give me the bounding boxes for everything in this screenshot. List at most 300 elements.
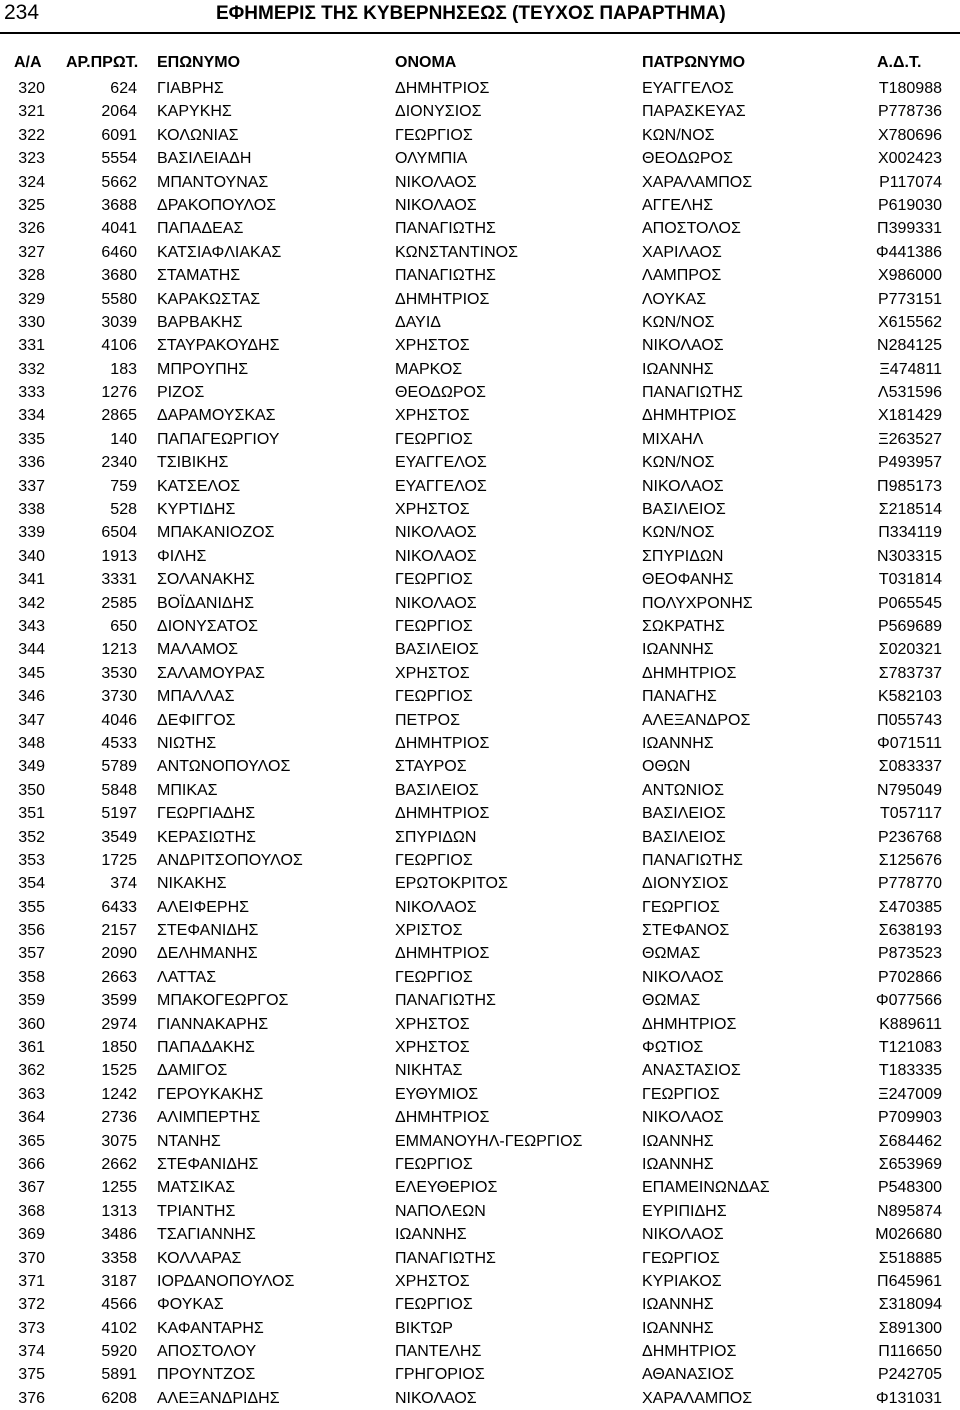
cell-adt: Φ441386 — [875, 243, 942, 261]
cell-onoma: ΓΕΩΡΓΙΟΣ — [395, 126, 473, 144]
cell-adt: Ρ493957 — [877, 454, 942, 472]
table-row — [0, 475, 960, 498]
col-header-adt: Α.Δ.Τ. — [877, 54, 922, 71]
cell-eponymo: ΜΑΤΣΙΚΑΣ — [157, 1179, 236, 1197]
cell-onoma: ΓΕΩΡΓΙΟΣ — [395, 1155, 473, 1173]
cell-onoma: ΝΑΠΟΛΕΩΝ — [395, 1202, 486, 1220]
cell-adt: Ν895874 — [877, 1202, 942, 1220]
cell-adt: Ρ873523 — [877, 945, 942, 963]
cell-aa: 363 — [18, 1085, 45, 1103]
cell-aa: 328 — [18, 267, 45, 285]
table-row — [0, 662, 960, 685]
cell-onoma: ΧΡΙΣΤΟΣ — [395, 922, 463, 940]
cell-aa: 347 — [18, 711, 45, 729]
cell-eponymo: ΚΟΛΛΑΡΑΣ — [157, 1249, 242, 1267]
cell-aa: 346 — [18, 688, 45, 706]
cell-patronymo: ΣΤΕΦΑΝΟΣ — [642, 922, 730, 940]
cell-aa: 324 — [18, 173, 45, 191]
cell-adt: Σ318094 — [878, 1296, 942, 1314]
cell-patronymo: ΑΛΕΞΑΝΔΡΟΣ — [642, 711, 751, 729]
cell-ar-prot: 1276 — [101, 384, 137, 402]
col-header-onoma: ΟΝΟΜΑ — [395, 54, 457, 71]
cell-patronymo: ΝΙΚΟΛΑΟΣ — [642, 1109, 724, 1127]
cell-eponymo: ΔΕΦΙΓΓΟΣ — [157, 711, 236, 729]
table-row — [0, 989, 960, 1012]
cell-eponymo: ΑΝΤΩΝΟΠΟΥΛΟΣ — [157, 758, 291, 776]
table-row — [0, 1083, 960, 1106]
cell-ar-prot: 5197 — [101, 805, 137, 823]
cell-aa: 330 — [18, 313, 45, 331]
cell-aa: 331 — [18, 337, 45, 355]
cell-adt: Ρ236768 — [877, 828, 942, 846]
cell-onoma: ΧΡΗΣΤΟΣ — [395, 1039, 470, 1057]
cell-patronymo: ΘΩΜΑΣ — [642, 992, 701, 1010]
cell-adt: Ρ778736 — [877, 103, 942, 121]
cell-adt: Ξ263527 — [878, 430, 942, 448]
cell-ar-prot: 2064 — [101, 103, 137, 121]
cell-eponymo: ΣΤΑΥΡΑΚΟΥΔΗΣ — [157, 337, 280, 355]
table-row — [0, 147, 960, 170]
cell-eponymo: ΔΙΟΝΥΣΑΤΟΣ — [157, 617, 258, 635]
cell-aa: 336 — [18, 454, 45, 472]
cell-onoma: ΧΡΗΣΤΟΣ — [395, 1272, 470, 1290]
cell-ar-prot: 759 — [110, 477, 137, 495]
table-row — [0, 942, 960, 965]
table-row — [0, 1059, 960, 1082]
cell-onoma: ΔΗΜΗΤΡΙΟΣ — [395, 734, 490, 752]
cell-eponymo: ΓΕΩΡΓΙΑΔΗΣ — [157, 805, 256, 823]
cell-patronymo: ΛΑΜΠΡΟΣ — [642, 267, 722, 285]
cell-adt: Κ889611 — [879, 1015, 942, 1033]
cell-aa: 344 — [18, 641, 45, 659]
cell-patronymo: ΚΩΝ/ΝΟΣ — [642, 454, 715, 472]
cell-adt: Σ518885 — [878, 1249, 942, 1267]
cell-patronymo: ΑΘΑΝΑΣΙΟΣ — [642, 1366, 735, 1384]
header-rule — [0, 32, 960, 34]
cell-patronymo: ΚΩΝ/ΝΟΣ — [642, 524, 715, 542]
cell-adt: Χ780696 — [877, 126, 942, 144]
table-row — [0, 171, 960, 194]
cell-aa: 358 — [18, 968, 45, 986]
cell-eponymo: ΣΤΕΦΑΝΙΔΗΣ — [157, 922, 259, 940]
cell-onoma: ΓΕΩΡΓΙΟΣ — [395, 968, 473, 986]
cell-patronymo: ΚΥΡΙΑΚΟΣ — [642, 1272, 722, 1290]
cell-aa: 366 — [18, 1155, 45, 1173]
cell-patronymo: ΙΩΑΝΝΗΣ — [642, 734, 714, 752]
cell-adt: Π116650 — [878, 1343, 942, 1361]
cell-patronymo: ΑΝΑΣΤΑΣΙΟΣ — [642, 1062, 741, 1080]
cell-ar-prot: 624 — [110, 80, 137, 97]
cell-eponymo: ΙΟΡΔΑΝΟΠΟΥΛΟΣ — [157, 1272, 295, 1290]
cell-eponymo: ΚΑΡΑΚΩΣΤΑΣ — [157, 290, 261, 308]
cell-ar-prot: 2662 — [101, 1155, 137, 1173]
cell-aa: 368 — [18, 1202, 45, 1220]
table-row — [0, 334, 960, 357]
cell-ar-prot: 2865 — [101, 407, 137, 425]
cell-eponymo: ΦΙΛΗΣ — [157, 547, 207, 565]
cell-ar-prot: 4106 — [101, 337, 137, 355]
cell-eponymo: ΓΕΡΟΥΚΑΚΗΣ — [157, 1085, 264, 1103]
cell-ar-prot: 4102 — [101, 1319, 137, 1337]
cell-patronymo: ΘΕΟΔΩΡΟΣ — [642, 150, 733, 168]
table-row — [0, 896, 960, 919]
table-row — [0, 1176, 960, 1199]
table-row — [0, 919, 960, 942]
cell-aa: 333 — [18, 384, 45, 402]
cell-adt: Σ653969 — [878, 1155, 942, 1173]
cell-adt: Ξ247009 — [878, 1085, 942, 1103]
cell-ar-prot: 5554 — [101, 150, 137, 168]
cell-patronymo: ΧΑΡΑΛΑΜΠΟΣ — [642, 1389, 753, 1407]
cell-aa: 360 — [18, 1015, 45, 1033]
page-header — [0, 0, 960, 34]
cell-patronymo: ΙΩΑΝΝΗΣ — [642, 1296, 714, 1314]
cell-eponymo: ΓΙΑΝΝΑΚΑΡΗΣ — [157, 1015, 269, 1033]
cell-adt: Ν284125 — [877, 337, 942, 355]
cell-adt: Σ470385 — [878, 898, 942, 916]
cell-adt: Ρ569689 — [877, 617, 942, 635]
cell-ar-prot: 3187 — [101, 1272, 137, 1290]
cell-ar-prot: 2340 — [101, 454, 137, 472]
cell-onoma: ΕΜΜΑΝΟΥΗΛ-ΓΕΩΡΓΙΟΣ — [395, 1132, 583, 1150]
cell-patronymo: ΠΑΝΑΓΗΣ — [642, 688, 717, 706]
cell-onoma: ΔΙΟΝΥΣΙΟΣ — [395, 103, 482, 121]
table-row — [0, 755, 960, 778]
cell-aa: 341 — [18, 571, 45, 589]
cell-adt: Ξ474811 — [879, 360, 942, 378]
cell-patronymo: ΕΥΑΓΓΕΛΟΣ — [642, 80, 734, 97]
cell-aa: 325 — [18, 196, 45, 214]
cell-aa: 339 — [18, 524, 45, 542]
cell-ar-prot: 1525 — [101, 1062, 137, 1080]
cell-eponymo: ΛΑΤΤΑΣ — [157, 968, 217, 986]
cell-eponymo: ΜΠΑΚΑΝΙΟΖΟΣ — [157, 524, 275, 542]
cell-onoma: ΠΑΝΑΓΙΩΤΗΣ — [395, 1249, 496, 1267]
cell-adt: Π645961 — [877, 1272, 942, 1290]
table-row — [0, 732, 960, 755]
cell-ar-prot: 5662 — [101, 173, 137, 191]
table-row — [0, 592, 960, 615]
table-row — [0, 685, 960, 708]
cell-onoma: ΧΡΗΣΤΟΣ — [395, 664, 470, 682]
cell-patronymo: ΓΕΩΡΓΙΟΣ — [642, 1085, 720, 1103]
table-body — [0, 77, 960, 1410]
cell-adt: Φ077566 — [875, 992, 942, 1010]
cell-aa: 326 — [18, 220, 45, 238]
cell-eponymo: ΔΑΜΙΓΟΣ — [157, 1062, 228, 1080]
cell-patronymo: ΝΙΚΟΛΑΟΣ — [642, 968, 724, 986]
cell-eponymo: ΑΠΟΣΤΟΛΟΥ — [157, 1343, 257, 1361]
cell-ar-prot: 374 — [110, 875, 137, 893]
cell-aa: 338 — [18, 501, 45, 519]
cell-onoma: ΟΛΥΜΠΙΑ — [395, 150, 468, 168]
table-row — [0, 802, 960, 825]
cell-eponymo: ΑΛΕΞΑΝΔΡΙΔΗΣ — [157, 1389, 280, 1407]
cell-onoma: ΝΙΚΟΛΑΟΣ — [395, 524, 477, 542]
cell-aa: 348 — [18, 734, 45, 752]
cell-eponymo: ΜΠΑΚΟΓΕΩΡΓΟΣ — [157, 992, 289, 1010]
table-row — [0, 404, 960, 427]
cell-ar-prot: 2090 — [101, 945, 137, 963]
cell-adt: Ρ548300 — [877, 1179, 942, 1197]
cell-patronymo: ΓΕΩΡΓΙΟΣ — [642, 1249, 720, 1267]
cell-aa: 340 — [18, 547, 45, 565]
table-row — [0, 1036, 960, 1059]
table-row — [0, 615, 960, 638]
cell-onoma: ΔΗΜΗΤΡΙΟΣ — [395, 805, 490, 823]
cell-onoma: ΝΙΚΟΛΑΟΣ — [395, 196, 477, 214]
cell-adt: Π399331 — [877, 220, 942, 238]
table-row — [0, 826, 960, 849]
cell-aa: 352 — [18, 828, 45, 846]
cell-ar-prot: 4533 — [101, 734, 137, 752]
cell-ar-prot: 3680 — [101, 267, 137, 285]
cell-aa: 342 — [18, 594, 45, 612]
cell-onoma: ΒΑΣΙΛΕΙΟΣ — [395, 781, 479, 799]
cell-patronymo: ΔΗΜΗΤΡΙΟΣ — [642, 1015, 737, 1033]
cell-onoma: ΕΥΘΥΜΙΟΣ — [395, 1085, 479, 1103]
cell-onoma: ΒΙΚΤΩΡ — [395, 1319, 453, 1337]
cell-adt: Ν303315 — [877, 547, 942, 565]
cell-patronymo: ΝΙΚΟΛΑΟΣ — [642, 337, 724, 355]
cell-onoma: ΝΙΚΟΛΑΟΣ — [395, 1389, 477, 1407]
cell-aa: 335 — [18, 430, 45, 448]
cell-eponymo: ΚΟΛΩΝΙΑΣ — [157, 126, 239, 144]
cell-aa: 357 — [18, 945, 45, 963]
cell-ar-prot: 2663 — [101, 968, 137, 986]
cell-aa: 351 — [18, 805, 45, 823]
cell-eponymo: ΚΕΡΑΣΙΩΤΗΣ — [157, 828, 257, 846]
cell-ar-prot: 1255 — [101, 1179, 137, 1197]
cell-onoma: ΠΑΝΑΓΙΩΤΗΣ — [395, 992, 496, 1010]
table-row — [0, 1293, 960, 1316]
cell-patronymo: ΑΓΓΕΛΗΣ — [642, 196, 714, 214]
cell-ar-prot: 3075 — [101, 1132, 137, 1150]
cell-onoma: ΓΕΩΡΓΙΟΣ — [395, 1296, 473, 1314]
cell-adt: Ρ773151 — [877, 290, 942, 308]
cell-aa: 353 — [18, 851, 45, 869]
cell-patronymo: ΙΩΑΝΝΗΣ — [642, 1132, 714, 1150]
cell-adt: Ρ117074 — [879, 173, 942, 191]
cell-aa: 367 — [18, 1179, 45, 1197]
cell-onoma: ΔΗΜΗΤΡΙΟΣ — [395, 80, 490, 97]
cell-adt: Τ183335 — [878, 1062, 942, 1080]
cell-adt: Φ071511 — [877, 734, 942, 752]
table-row — [0, 545, 960, 568]
cell-patronymo: ΚΩΝ/ΝΟΣ — [642, 313, 715, 331]
cell-eponymo: ΒΑΡΒΑΚΗΣ — [157, 313, 243, 331]
cell-ar-prot: 6433 — [101, 898, 137, 916]
cell-onoma: ΔΑΥΙΔ — [395, 313, 441, 331]
cell-ar-prot: 3039 — [101, 313, 137, 331]
cell-ar-prot: 1850 — [101, 1039, 137, 1057]
table-row — [0, 1317, 960, 1340]
cell-patronymo: ΠΑΝΑΓΙΩΤΗΣ — [642, 384, 743, 402]
cell-onoma: ΝΙΚΗΤΑΣ — [395, 1062, 463, 1080]
cell-aa: 359 — [18, 992, 45, 1010]
table-row — [0, 1247, 960, 1270]
cell-aa: 355 — [18, 898, 45, 916]
cell-eponymo: ΠΑΠΑΔΕΑΣ — [157, 220, 244, 238]
cell-aa: 376 — [18, 1389, 45, 1407]
cell-onoma: ΝΙΚΟΛΑΟΣ — [395, 173, 477, 191]
cell-ar-prot: 2736 — [101, 1109, 137, 1127]
cell-patronymo: ΣΠΥΡΙΔΩΝ — [642, 547, 724, 565]
table-header — [0, 52, 960, 74]
table-row — [0, 1363, 960, 1386]
cell-aa: 371 — [18, 1272, 45, 1290]
cell-eponymo: ΚΑΤΣΙΑΦΛΙΑΚΑΣ — [157, 243, 282, 261]
cell-aa: 361 — [18, 1039, 45, 1057]
cell-onoma: ΣΤΑΥΡΟΣ — [395, 758, 467, 776]
cell-adt: Σ125676 — [878, 851, 942, 869]
cell-onoma: ΧΡΗΣΤΟΣ — [395, 407, 470, 425]
cell-patronymo: ΝΙΚΟΛΑΟΣ — [642, 1226, 724, 1244]
cell-aa: 323 — [18, 150, 45, 168]
cell-adt: Τ057117 — [880, 805, 942, 823]
cell-onoma: ΓΕΩΡΓΙΟΣ — [395, 571, 473, 589]
table-row — [0, 1270, 960, 1293]
cell-onoma: ΠΑΝΑΓΙΩΤΗΣ — [395, 220, 496, 238]
cell-patronymo: ΒΑΣΙΛΕΙΟΣ — [642, 501, 726, 519]
cell-onoma: ΜΑΡΚΟΣ — [395, 360, 463, 378]
cell-patronymo: ΘΩΜΑΣ — [642, 945, 701, 963]
table-row — [0, 1013, 960, 1036]
cell-adt: Π055743 — [877, 711, 942, 729]
cell-patronymo: ΒΑΣΙΛΕΙΟΣ — [642, 805, 726, 823]
cell-ar-prot: 2974 — [101, 1015, 137, 1033]
cell-eponymo: ΦΟΥΚΑΣ — [157, 1296, 224, 1314]
cell-adt: Φ131031 — [875, 1389, 942, 1407]
cell-adt: Χ002423 — [877, 150, 942, 168]
cell-patronymo: ΔΗΜΗΤΡΙΟΣ — [642, 664, 737, 682]
cell-ar-prot: 3331 — [101, 571, 137, 589]
cell-adt: Σ020321 — [878, 641, 942, 659]
cell-aa: 329 — [18, 290, 45, 308]
col-header-aa: Α/Α — [14, 54, 42, 71]
cell-aa: 349 — [18, 758, 45, 776]
cell-aa: 327 — [18, 243, 45, 261]
cell-aa: 374 — [18, 1343, 45, 1361]
cell-onoma: ΧΡΗΣΤΟΣ — [395, 337, 470, 355]
cell-adt: Χ986000 — [877, 267, 942, 285]
cell-eponymo: ΣΟΛΑΝΑΚΗΣ — [157, 571, 255, 589]
table-row — [0, 568, 960, 591]
cell-eponymo: ΜΑΛΑΜΟΣ — [157, 641, 239, 659]
table-row — [0, 77, 960, 100]
cell-aa: 372 — [18, 1296, 45, 1314]
cell-aa: 375 — [18, 1366, 45, 1384]
cell-ar-prot: 5891 — [101, 1366, 137, 1384]
table-row — [0, 872, 960, 895]
cell-patronymo: ΑΝΤΩΝΙΟΣ — [642, 781, 725, 799]
cell-ar-prot: 1313 — [101, 1202, 137, 1220]
cell-ar-prot: 5580 — [101, 290, 137, 308]
table-row — [0, 1153, 960, 1176]
table-row — [0, 124, 960, 147]
cell-patronymo: ΑΠΟΣΤΟΛΟΣ — [642, 220, 741, 238]
cell-adt: Ρ242705 — [877, 1366, 942, 1384]
table-row — [0, 779, 960, 802]
cell-ar-prot: 6460 — [101, 243, 137, 261]
cell-eponymo: ΠΑΠΑΓΕΩΡΓΙΟΥ — [157, 430, 280, 448]
cell-patronymo: ΧΑΡΙΛΑΟΣ — [642, 243, 722, 261]
cell-aa: 345 — [18, 664, 45, 682]
table-row — [0, 521, 960, 544]
cell-patronymo: ΧΑΡΑΛΑΜΠΟΣ — [642, 173, 753, 191]
cell-ar-prot: 6504 — [101, 524, 137, 542]
cell-onoma: ΔΗΜΗΤΡΙΟΣ — [395, 1109, 490, 1127]
cell-ar-prot: 3486 — [101, 1226, 137, 1244]
cell-onoma: ΔΗΜΗΤΡΙΟΣ — [395, 290, 490, 308]
cell-ar-prot: 5920 — [101, 1343, 137, 1361]
cell-onoma: ΓΡΗΓΟΡΙΟΣ — [395, 1366, 485, 1384]
table-row — [0, 1106, 960, 1129]
table-row — [0, 381, 960, 404]
cell-aa: 356 — [18, 922, 45, 940]
cell-eponymo: ΓΙΑΒΡΗΣ — [157, 80, 224, 97]
table-row — [0, 1200, 960, 1223]
cell-adt: Ρ778770 — [877, 875, 942, 893]
cell-ar-prot: 6091 — [101, 126, 137, 144]
table-row — [0, 100, 960, 123]
cell-eponymo: ΤΡΙΑΝΤΗΣ — [157, 1202, 236, 1220]
cell-aa: 364 — [18, 1109, 45, 1127]
cell-onoma: ΚΩΝΣΤΑΝΤΙΝΟΣ — [395, 243, 518, 261]
cell-onoma: ΠΑΝΤΕΛΗΣ — [395, 1343, 482, 1361]
cell-eponymo: ΣΤΕΦΑΝΙΔΗΣ — [157, 1155, 259, 1173]
table-row — [0, 358, 960, 381]
cell-adt: Ρ065545 — [877, 594, 942, 612]
cell-eponymo: ΣΑΛΑΜΟΥΡΑΣ — [157, 664, 265, 682]
cell-onoma: ΙΩΑΝΝΗΣ — [395, 1226, 467, 1244]
cell-aa: 343 — [18, 617, 45, 635]
cell-patronymo: ΚΩΝ/ΝΟΣ — [642, 126, 715, 144]
cell-adt: Π334119 — [878, 524, 942, 542]
cell-aa: 370 — [18, 1249, 45, 1267]
cell-ar-prot: 4046 — [101, 711, 137, 729]
cell-eponymo: ΑΛΙΜΠΕΡΤΗΣ — [157, 1109, 261, 1127]
cell-eponymo: ΤΣΑΓΙΑΝΝΗΣ — [157, 1226, 256, 1244]
cell-adt: Μ026680 — [875, 1226, 942, 1244]
cell-eponymo: ΚΑΤΣΕΛΟΣ — [157, 477, 241, 495]
table-row — [0, 709, 960, 732]
cell-patronymo: ΙΩΑΝΝΗΣ — [642, 1155, 714, 1173]
cell-ar-prot: 3688 — [101, 196, 137, 214]
cell-ar-prot: 6208 — [101, 1389, 137, 1407]
cell-patronymo: ΔΗΜΗΤΡΙΟΣ — [642, 1343, 737, 1361]
cell-ar-prot: 5848 — [101, 781, 137, 799]
cell-onoma: ΘΕΟΔΩΡΟΣ — [395, 384, 486, 402]
cell-onoma: ΠΕΤΡΟΣ — [395, 711, 461, 729]
cell-onoma: ΧΡΗΣΤΟΣ — [395, 1015, 470, 1033]
cell-ar-prot: 4566 — [101, 1296, 137, 1314]
cell-aa: 365 — [18, 1132, 45, 1150]
cell-eponymo: ΑΛΕΙΦΕΡΗΣ — [157, 898, 250, 916]
cell-ar-prot: 650 — [110, 617, 137, 635]
cell-aa: 334 — [18, 407, 45, 425]
cell-patronymo: ΛΟΥΚΑΣ — [642, 290, 707, 308]
cell-patronymo: ΙΩΑΝΝΗΣ — [642, 360, 714, 378]
cell-onoma: ΓΕΩΡΓΙΟΣ — [395, 851, 473, 869]
cell-ar-prot: 183 — [110, 360, 137, 378]
cell-aa: 332 — [18, 360, 45, 378]
cell-eponymo: ΒΑΣΙΛΕΙΑΔΗ — [157, 150, 252, 168]
cell-adt: Σ638193 — [878, 922, 942, 940]
cell-onoma: ΕΛΕΥΘΕΡΙΟΣ — [395, 1179, 498, 1197]
cell-onoma: ΓΕΩΡΓΙΟΣ — [395, 430, 473, 448]
cell-patronymo: ΕΥΡΙΠΙΔΗΣ — [642, 1202, 727, 1220]
